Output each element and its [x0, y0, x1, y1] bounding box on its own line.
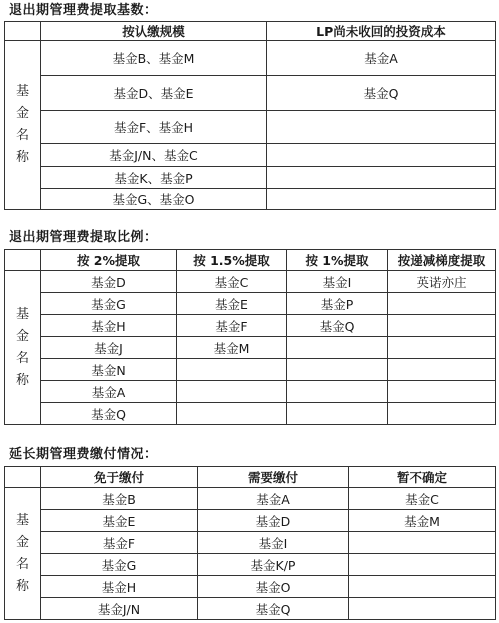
row-label-char: 称 [15, 578, 29, 594]
table-cell: 基金M [177, 337, 287, 359]
table-cell: 基金D [198, 510, 349, 532]
table-cell [267, 144, 496, 167]
table-row [5, 359, 496, 381]
fund-name-row-label [5, 41, 41, 210]
table-cell [287, 359, 388, 381]
table-cell: 基金F [41, 532, 198, 554]
table-cell: 基金E [41, 510, 198, 532]
table-cell: 基金Q [198, 598, 349, 620]
table-cell: 基金I [287, 271, 388, 293]
table-cell: 基金H [41, 315, 177, 337]
table-cell: 基金Q [287, 315, 388, 337]
table-cell [388, 315, 496, 337]
row-label-char: 金 [15, 106, 29, 121]
column-header: 按递减梯度提取 [388, 250, 496, 271]
table-header-row [5, 250, 496, 271]
row-label-char: 基 [15, 512, 29, 528]
table-cell: 基金H [41, 576, 198, 598]
table-row [5, 315, 496, 337]
table-row [5, 41, 496, 76]
table-cell [287, 337, 388, 359]
table-cell [287, 403, 388, 425]
table-cell [349, 576, 496, 598]
table-cell: 基金E [177, 293, 287, 315]
column-header: 按 2%提取 [41, 250, 177, 271]
row-label-char: 名 [15, 128, 29, 143]
table-cell: 基金I [198, 532, 349, 554]
table-row [5, 403, 496, 425]
table-header-row [5, 22, 496, 41]
table-cell [388, 403, 496, 425]
row-label-char: 金 [15, 328, 29, 344]
table-row [5, 554, 496, 576]
column-header: 按认缴规模 [41, 22, 267, 41]
column-header: LP尚未收回的投资成本 [267, 22, 496, 41]
corner-cell [5, 22, 41, 41]
table-cell [388, 337, 496, 359]
table-cell [287, 381, 388, 403]
corner-cell [5, 250, 41, 271]
table-cell: 基金A [267, 41, 496, 76]
column-header: 按 1%提取 [287, 250, 388, 271]
table-cell [388, 381, 496, 403]
table-cell: 英诺亦庄 [388, 271, 496, 293]
row-label-char: 基 [15, 306, 29, 322]
column-header: 免于缴付 [41, 467, 198, 488]
row-label-char: 称 [15, 372, 29, 388]
table-cell: 基金K/P [198, 554, 349, 576]
fund-name-row-label [5, 271, 41, 425]
row-label-char: 名 [15, 350, 29, 366]
section1-heading: 退出期管理费提取基数： [9, 3, 158, 18]
table-cell: 基金P [287, 293, 388, 315]
table-row [5, 576, 496, 598]
management-fee-base-table [4, 21, 496, 210]
table-cell [349, 598, 496, 620]
table-row [5, 189, 496, 210]
table-row [5, 167, 496, 189]
table-cell [177, 381, 287, 403]
column-header: 需要缴付 [198, 467, 349, 488]
table-cell: 基金N [41, 359, 177, 381]
extension-fee-payment-table [4, 466, 496, 620]
row-label-char: 基 [15, 84, 29, 99]
table-header-row [5, 467, 496, 488]
table-row [5, 337, 496, 359]
table-cell: 基金F、基金H [41, 111, 267, 144]
table-cell: 基金G [41, 554, 198, 576]
section2-heading: 退出期管理费提取比例： [9, 230, 158, 245]
table-cell [177, 359, 287, 381]
table-cell: 基金K、基金P [41, 167, 267, 189]
table-row [5, 271, 496, 293]
table-cell [388, 293, 496, 315]
table-cell [267, 111, 496, 144]
table-cell: 基金Q [41, 403, 177, 425]
table-cell: 基金A [198, 488, 349, 510]
corner-cell [5, 467, 41, 488]
table-cell: 基金F [177, 315, 287, 337]
table-row [5, 488, 496, 510]
row-label-char: 名 [15, 556, 29, 572]
table-cell [349, 554, 496, 576]
table-cell: 基金B [41, 488, 198, 510]
table-cell: 基金J [41, 337, 177, 359]
table-cell: 基金J/N [41, 598, 198, 620]
table-cell: 基金C [177, 271, 287, 293]
table-cell: 基金A [41, 381, 177, 403]
table-cell [388, 359, 496, 381]
section3-heading: 延长期管理费缴付情况： [9, 447, 158, 462]
table-cell: 基金B、基金M [41, 41, 267, 76]
table-cell: 基金G、基金O [41, 189, 267, 210]
row-label-char: 称 [15, 150, 29, 165]
column-header: 暂不确定 [349, 467, 496, 488]
table-cell: 基金Q [267, 76, 496, 111]
table-row [5, 76, 496, 111]
table-cell [267, 167, 496, 189]
column-header: 按 1.5%提取 [177, 250, 287, 271]
table-row [5, 111, 496, 144]
fund-name-row-label [5, 488, 41, 620]
table-row [5, 144, 496, 167]
table-row [5, 598, 496, 620]
table-cell [349, 532, 496, 554]
table-cell: 基金G [41, 293, 177, 315]
table-cell: 基金D、基金E [41, 76, 267, 111]
table-row [5, 293, 496, 315]
table-row [5, 532, 496, 554]
table-row [5, 381, 496, 403]
table-cell: 基金M [349, 510, 496, 532]
table-cell: 基金C [349, 488, 496, 510]
table-cell: 基金J/N、基金C [41, 144, 267, 167]
row-label-char: 金 [15, 534, 29, 550]
table-cell: 基金D [41, 271, 177, 293]
table-row [5, 510, 496, 532]
management-fee-ratio-table [4, 249, 496, 425]
table-cell [267, 189, 496, 210]
table-cell [177, 403, 287, 425]
table-cell: 基金O [198, 576, 349, 598]
